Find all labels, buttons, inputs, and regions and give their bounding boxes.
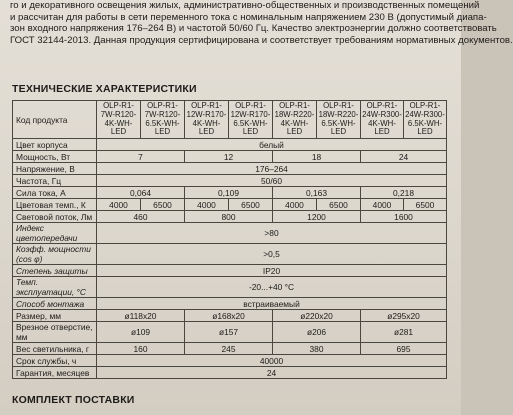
row-label: Частота, Гц <box>13 175 97 187</box>
table-cell: 40000 <box>97 355 447 367</box>
spec-table <box>12 100 447 379</box>
table-cell: белый <box>97 139 447 151</box>
table-cell: 160 <box>97 343 185 355</box>
model-code: OLP-R1-7W-R120-6.5K-WH-LED <box>141 101 185 139</box>
table-cell: IP20 <box>97 265 447 277</box>
row-label: Сила тока, А <box>13 187 97 199</box>
table-row <box>13 310 447 322</box>
table-cell: ø281 <box>361 322 447 343</box>
package-heading: КОМПЛЕКТ ПОСТАВКИ <box>12 394 135 406</box>
row-label: Темп. эксплуатации, °С <box>13 277 97 298</box>
table-row <box>13 211 447 223</box>
model-code: OLP-R1-18W-R220-4K-WH-LED <box>273 101 317 139</box>
row-label: Врезное отверстие, мм <box>13 322 97 343</box>
table-cell: 24 <box>361 151 447 163</box>
table-cell: -20...+40 °С <box>97 277 447 298</box>
table-cell: ø295x20 <box>361 310 447 322</box>
table-cell: 800 <box>185 211 273 223</box>
table-cell: 176–264 <box>97 163 447 175</box>
table-cell: 245 <box>185 343 273 355</box>
intro-line: и рассчитан для работы в сети переменного тока с номинальным напряжением 230 В (допустимый диапа- <box>10 11 487 23</box>
table-cell: 380 <box>273 343 361 355</box>
row-label: Код продукта <box>13 101 97 139</box>
table-row <box>13 277 447 298</box>
table-cell: 1600 <box>361 211 447 223</box>
table-cell: 4000 <box>273 199 317 211</box>
model-code: OLP-R1-24W-R300-6.5K-WH-LED <box>404 101 447 139</box>
row-label: Цветовая темп., К <box>13 199 97 211</box>
intro-line: ГОСТ 32144-2013. Данная продукция сертифицирована и соответствует требованиям нормативных документов. <box>10 34 513 46</box>
table-cell: 4000 <box>185 199 229 211</box>
table-row <box>13 343 447 355</box>
model-code: OLP-R1-12W-R170-4K-WH-LED <box>185 101 229 139</box>
table-row <box>13 244 447 265</box>
table-row <box>13 322 447 343</box>
table-cell: 1200 <box>273 211 361 223</box>
model-code: OLP-R1-7W-R120-4K-WH-LED <box>97 101 141 139</box>
row-label: Размер, мм <box>13 310 97 322</box>
row-label: Способ монтажа <box>13 298 97 310</box>
table-cell: 4000 <box>361 199 404 211</box>
table-cell: ø206 <box>273 322 361 343</box>
table-cell: 6500 <box>317 199 361 211</box>
table-cell: ø220x20 <box>273 310 361 322</box>
table-cell: встраиваемый <box>97 298 447 310</box>
table-cell: ø109 <box>97 322 185 343</box>
model-code: OLP-R1-12W-R170-6.5K-WH-LED <box>229 101 273 139</box>
model-code: OLP-R1-24W-R300-4K-WH-LED <box>361 101 404 139</box>
table-cell: 0,163 <box>273 187 361 199</box>
row-label: Цвет корпуса <box>13 139 97 151</box>
table-row <box>13 139 447 151</box>
table-row <box>13 223 447 244</box>
table-row <box>13 187 447 199</box>
table-row <box>13 101 447 139</box>
table-row <box>13 151 447 163</box>
intro-line: го и декоративного освещения жилых, административно-общественных и производственных помещений <box>10 0 480 11</box>
table-cell: 18 <box>273 151 361 163</box>
row-label: Коэфф. мощности (cos φ) <box>13 244 97 265</box>
table-cell: 6500 <box>229 199 273 211</box>
table-cell: ø168x20 <box>185 310 273 322</box>
table-cell: 695 <box>361 343 447 355</box>
intro-line: зон входного напряжения 176–264 В) и частотой 50/60 Гц. Качество электроэнергии должно соответствовать <box>10 23 497 35</box>
table-cell: 24 <box>97 367 447 379</box>
row-label: Степень защиты <box>13 265 97 277</box>
table-cell: 6500 <box>404 199 447 211</box>
table-cell: 6500 <box>141 199 185 211</box>
table-row <box>13 199 447 211</box>
table-row <box>13 367 447 379</box>
table-cell: 0,218 <box>361 187 447 199</box>
table-row <box>13 265 447 277</box>
table-cell: >80 <box>97 223 447 244</box>
table-cell: 4000 <box>97 199 141 211</box>
row-label: Световой поток, Лм <box>13 211 97 223</box>
table-row <box>13 298 447 310</box>
model-code: OLP-R1-18W-R220-6.5K-WH-LED <box>317 101 361 139</box>
table-cell: 50/60 <box>97 175 447 187</box>
table-cell: 0,064 <box>97 187 185 199</box>
row-label: Напряжение, В <box>13 163 97 175</box>
intro-paragraph <box>10 0 513 46</box>
table-cell: 0,109 <box>185 187 273 199</box>
table-cell: ø118x20 <box>97 310 185 322</box>
row-label: Срок службы, ч <box>13 355 97 367</box>
row-label: Гарантия, месяцев <box>13 367 97 379</box>
table-row <box>13 355 447 367</box>
spec-heading: ТЕХНИЧЕСКИЕ ХАРАКТЕРИСТИКИ <box>12 83 197 95</box>
row-label: Индекс цветопередачи <box>13 223 97 244</box>
row-label: Вес светильника, г <box>13 343 97 355</box>
table-row <box>13 175 447 187</box>
table-cell: 12 <box>185 151 273 163</box>
table-cell: 7 <box>97 151 185 163</box>
table-cell: ø157 <box>185 322 273 343</box>
table-cell: >0,5 <box>97 244 447 265</box>
row-label: Мощность, Вт <box>13 151 97 163</box>
table-row <box>13 163 447 175</box>
table-cell: 460 <box>97 211 185 223</box>
